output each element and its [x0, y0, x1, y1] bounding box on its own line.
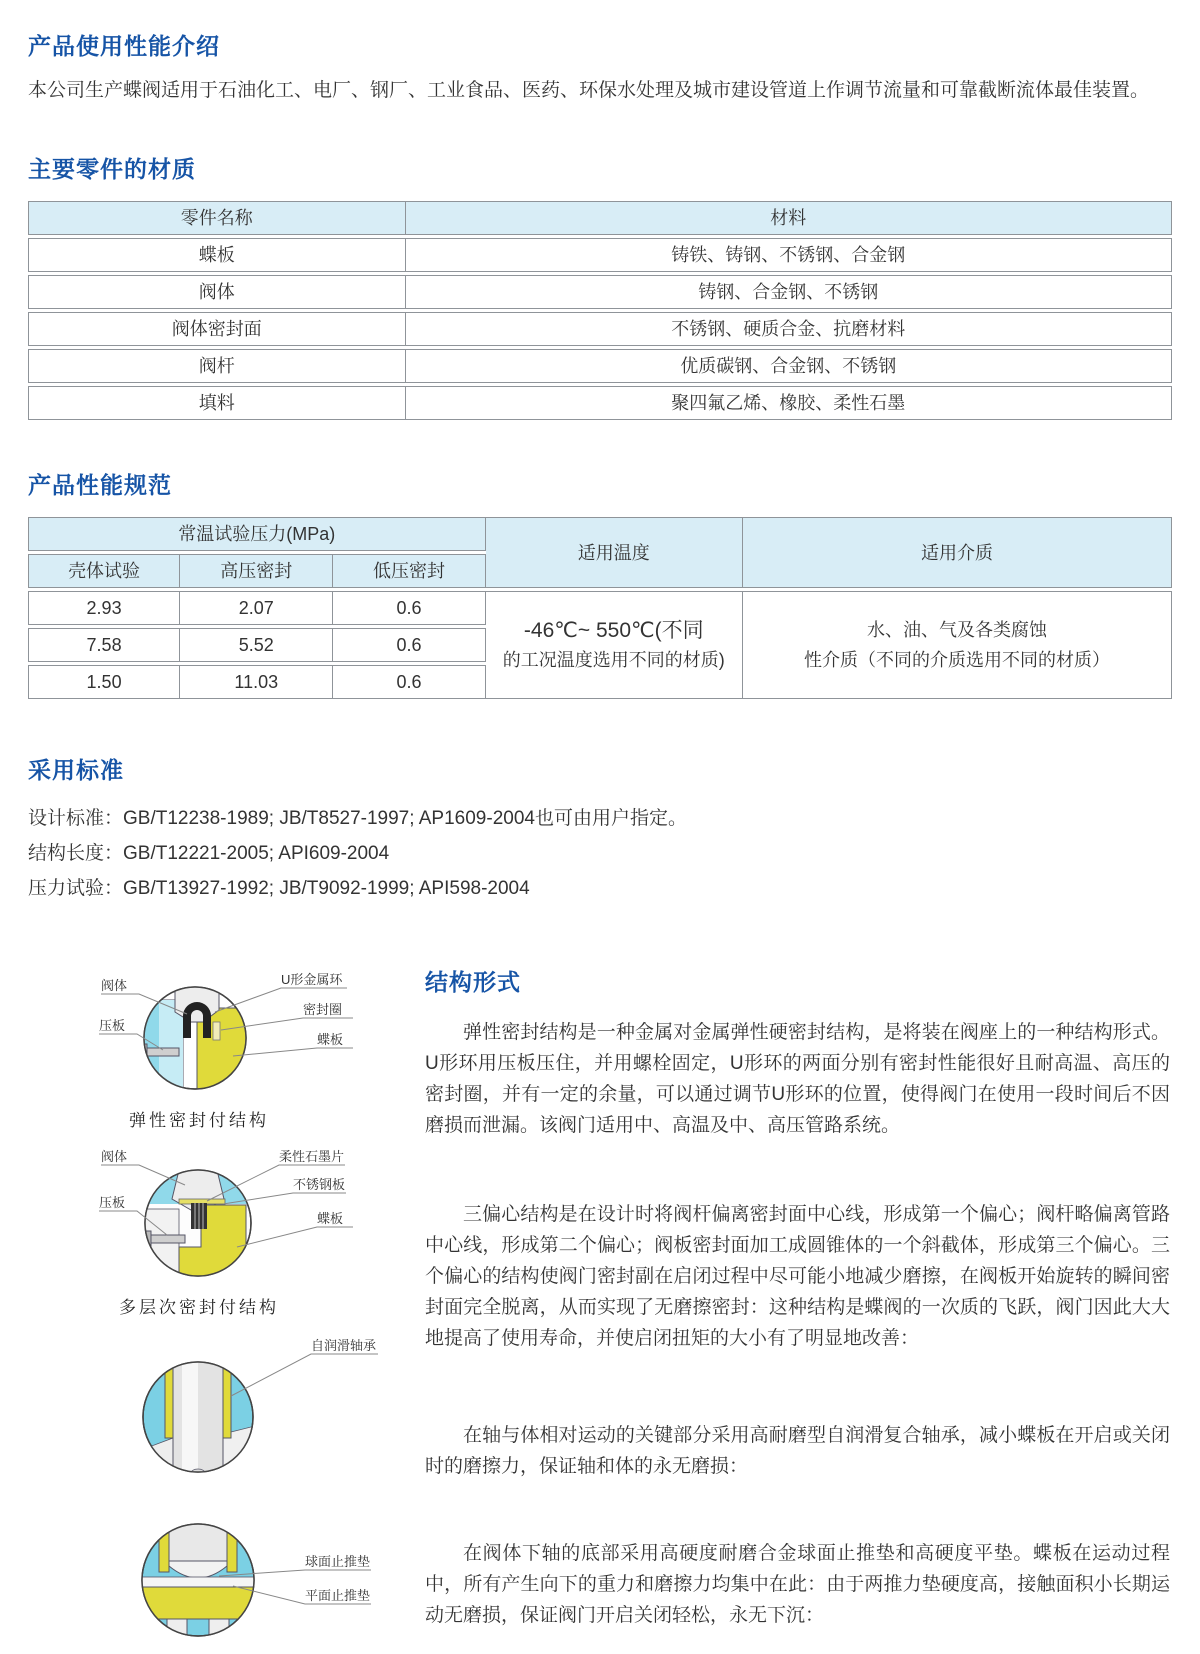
table-row	[28, 349, 1172, 383]
pressure-value: 7.58	[28, 628, 180, 662]
pressure-value: 5.52	[180, 628, 333, 662]
pressure-value: 2.07	[180, 591, 333, 625]
structure-paragraph: 在轴与体相对运动的关键部分采用高耐磨型自润滑复合轴承，减小蝶板在开启或关闭时的磨擦力，保证轴和体的永无磨损：	[425, 1425, 1170, 1477]
table-row	[28, 275, 1172, 309]
pressure-group-header: 常温试验压力(MPa)	[28, 517, 486, 551]
u-metal-ring-label: U形金属环	[281, 972, 343, 987]
structure-paragraph: 在阀体下轴的底部采用高硬度耐磨合金球面止推垫和高硬度平垫。蝶板在运动过程中，所有产生向下的重力和磨擦力均集中在此：由于两推力垫硬度高，接触面积小长期运动无磨损，保证阀门开启关闭轻松，永无下沉：	[425, 1543, 1170, 1626]
temperature-header: 适用温度	[486, 517, 743, 588]
bearing-diagram	[83, 1334, 423, 1492]
self-lubricating-bearing-label: 自润滑轴承	[311, 1338, 377, 1353]
part-name-cell: 阀体密封面	[28, 312, 406, 346]
low-seal-header: 低压密封	[333, 554, 485, 588]
table-row	[28, 386, 1172, 420]
butterfly-plate-label: 蝶板	[317, 1032, 344, 1047]
pressure-value: 0.6	[333, 628, 485, 662]
intro-title: 产品使用性能介绍	[28, 33, 220, 59]
thrust-pad-diagram	[83, 1506, 423, 1654]
temperature-range-line: -46℃~ 550℃(不同	[523, 619, 704, 642]
pressure-value: 0.6	[333, 591, 485, 625]
flexible-graphite-label: 柔性石墨片	[279, 1149, 345, 1164]
media-line: 水、油、气及各类腐蚀	[866, 620, 1047, 640]
materials-col-header: 材料	[406, 201, 1172, 235]
pressure-value: 11.03	[180, 665, 333, 699]
elastic-seal-diagram	[83, 964, 423, 1131]
table-row	[28, 591, 1172, 625]
high-seal-header: 高压密封	[180, 554, 333, 588]
diagram-column	[28, 964, 425, 1654]
thrust-pad-cross-section-image	[83, 1506, 423, 1654]
elastic-seal-caption: 弹性密封付结构	[129, 1111, 269, 1130]
shell-test-header: 壳体试验	[28, 554, 180, 588]
standards-list	[28, 801, 1172, 906]
part-name-cell: 蝶板	[28, 238, 406, 272]
media-line: 性介质（不同的介质选用不同的材质）	[803, 650, 1110, 670]
press-plate-label: 压板	[99, 1018, 126, 1033]
temperature-range-line: 的工况温度选用不同的材质)	[502, 650, 725, 670]
document-page	[0, 28, 1200, 1654]
media-cell	[743, 591, 1172, 699]
butterfly-plate-label: 蝶板	[317, 1211, 344, 1226]
structure-section	[28, 964, 1172, 1654]
pressure-value: 2.93	[28, 591, 180, 625]
materials-col-header: 零件名称	[28, 201, 406, 235]
seal-ring-label: 密封圈	[303, 1002, 343, 1017]
flat-thrust-pad-label: 平面止推垫	[305, 1588, 371, 1603]
material-cell: 不锈钢、硬质合金、抗磨材料	[406, 312, 1172, 346]
material-cell: 优质碳钢、合金钢、不锈钢	[406, 349, 1172, 383]
materials-title: 主要零件的材质	[28, 156, 196, 182]
structure-paragraph: 三偏心结构是在设计时将阀杆偏离密封面中心线，形成第一个偏心；阀杆略偏离管路中心线，形成第二个偏心；阀板密封面加工成圆锥体的一个斜截体，形成第三个偏心。三个偏心的结构使阀门密封副在启闭过程中尽可能小地减少磨擦，在阀板开始旋转的瞬间密封面完全脱离，从而实现了无磨擦密封：这种结构是蝶阀的一次质的飞跃，阀门因此大大地提高了使用寿命，并使启闭扭矩的大小有了明显地改善：	[425, 1204, 1170, 1349]
design-standard-line: 设计标准：GB/T12238-1989; JB/T8527-1997; AP1609-2004也可由用户指定。	[28, 808, 687, 829]
structure-title: 结构形式	[425, 969, 521, 995]
press-plate-label: 压板	[99, 1195, 126, 1210]
standards-title: 采用标准	[28, 757, 124, 783]
materials-table	[28, 198, 1172, 423]
performance-table	[28, 514, 1172, 702]
pressure-value: 1.50	[28, 665, 180, 699]
temperature-range-cell	[486, 591, 743, 699]
multilayer-seal-cross-section-image	[83, 1147, 423, 1289]
part-name-cell: 填料	[28, 386, 406, 420]
media-header: 适用介质	[743, 517, 1172, 588]
valve-body-label: 阀体	[101, 1149, 128, 1164]
multilayer-seal-caption: 多层次密封付结构	[119, 1298, 279, 1317]
elastic-seal-cross-section-image	[83, 964, 423, 1102]
material-cell: 聚四氟乙烯、橡胶、柔性石墨	[406, 386, 1172, 420]
pressure-test-line: 压力试验：GB/T13927-1992; JB/T9092-1999; API598-2004	[28, 878, 530, 899]
material-cell: 铸铁、铸钢、不锈钢、合金钢	[406, 238, 1172, 272]
performance-title: 产品性能规范	[28, 472, 172, 498]
structure-length-line: 结构长度：GB/T12221-2005; API609-2004	[28, 843, 390, 864]
material-cell: 铸钢、合金钢、不锈钢	[406, 275, 1172, 309]
table-row	[28, 312, 1172, 346]
part-name-cell: 阀杆	[28, 349, 406, 383]
structure-text-column	[425, 964, 1172, 1654]
multilayer-seal-diagram	[83, 1147, 423, 1318]
valve-body-label: 阀体	[101, 978, 128, 993]
table-row	[28, 238, 1172, 272]
bearing-cross-section-image	[83, 1334, 423, 1492]
part-name-cell: 阀体	[28, 275, 406, 309]
pressure-value: 0.6	[333, 665, 485, 699]
structure-paragraph: 弹性密封结构是一种金属对金属弹性硬密封结构，是将装在阀座上的一种结构形式。U形环用压板压住，并用螺栓固定，U形环的两面分别有密封性能很好且耐高温、高压的密封圈，并有一定的余量，可以通过调节U形环的位置，使得阀门在使用一段时间后不因磨损而泄漏。该阀门适用中、高温及中、高压管路系统。	[425, 1022, 1170, 1136]
intro-paragraph: 本公司生产蝶阀适用于石油化工、电厂、钢厂、工业食品、医药、环保水处理及城市建设管道上作调节流量和可靠截断流体最佳装置。	[28, 80, 1150, 101]
stainless-plate-label: 不锈钢板	[293, 1177, 346, 1192]
spherical-thrust-pad-label: 球面止推垫	[305, 1554, 371, 1569]
performance-header-row	[28, 517, 1172, 551]
materials-header-row	[28, 201, 1172, 235]
